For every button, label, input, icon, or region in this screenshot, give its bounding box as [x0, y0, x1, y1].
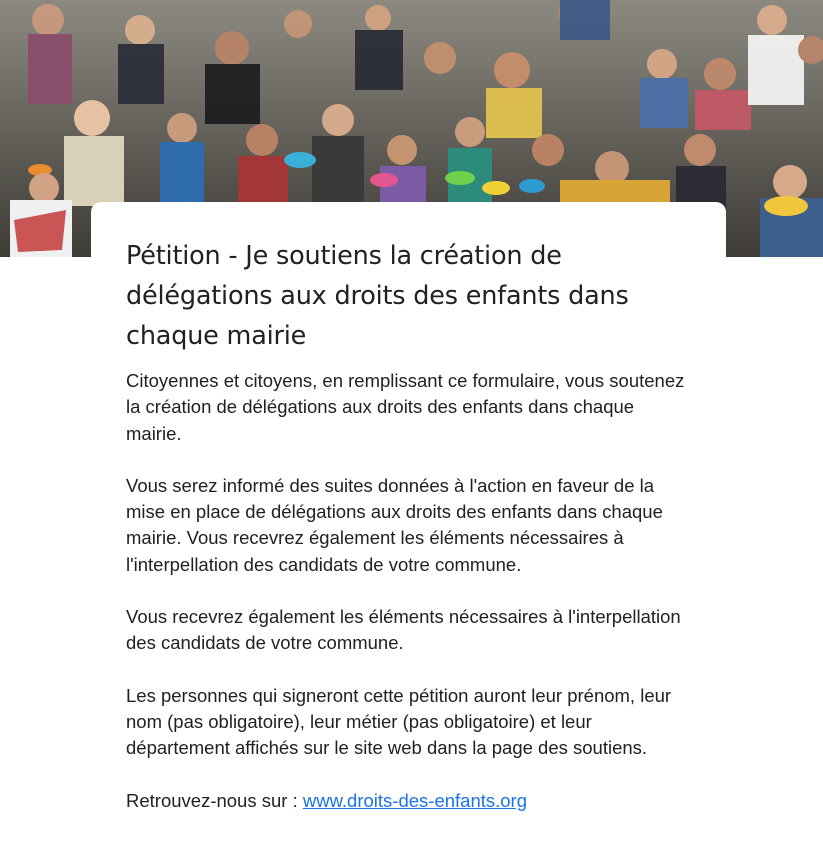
description-paragraph: Les personnes qui signeront cette pétition auront leur prénom, leur nom (pas obligatoire), leur métier (pas obligatoire) et leur département affichés sur le site web dans la page des soutiens. — [126, 684, 672, 759]
website-label: Retrouvez-nous sur : — [126, 789, 303, 811]
description-paragraph: Vous recevrez également les éléments nécessaires à l'interpellation des candidats de votre commune. — [126, 606, 681, 654]
description-paragraph: Citoyennes et citoyens, en remplissant ce formulaire, vous soutenez la création de délégations aux droits des enfants dans chaque mairie. — [126, 370, 685, 444]
website-link[interactable]: www.droits-des-enfants.org — [302, 789, 528, 811]
description-paragraph: Vous serez informé des suites données à l'action en faveur de la mise en place de délégations aux droits des enfants dans chaque mairie. Vous recevrez également les éléments nécessaires à l'interpellation des candidats de votre commune. — [126, 474, 663, 575]
form-title: Pétition - Je soutiens la création de délégations aux droits des enfants dans chaque mairie — [126, 241, 629, 351]
form-description — [126, 368, 692, 814]
website-line — [126, 788, 692, 814]
petition-form-card — [91, 202, 726, 862]
